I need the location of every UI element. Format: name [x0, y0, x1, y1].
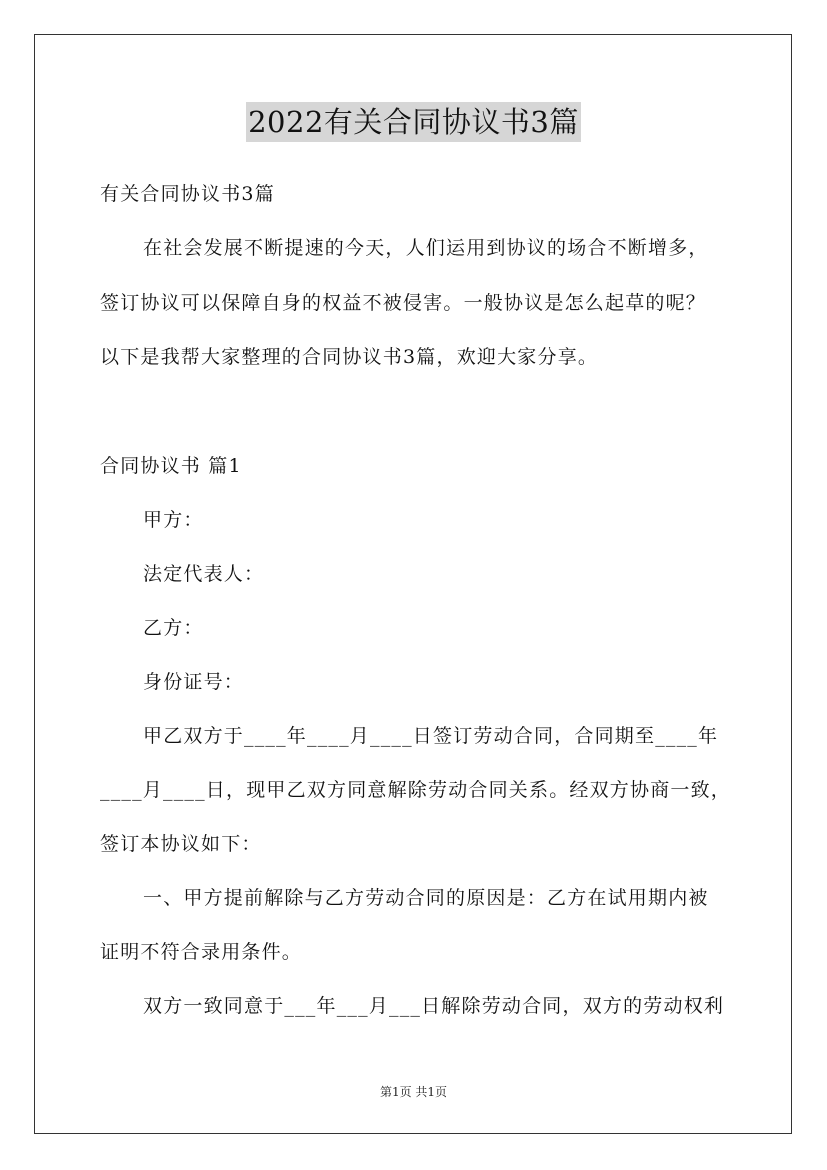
paragraph-line: 签订本协议如下：: [100, 833, 262, 855]
party-a-line: 甲方：: [143, 509, 204, 531]
id-number-line: 身份证号：: [143, 671, 245, 693]
clause-line: 证明不符合录用条件。: [100, 941, 303, 963]
party-b-line: 乙方：: [143, 617, 204, 639]
document-title: 2022有关合同协议书3篇: [246, 102, 581, 142]
paragraph-line: 签订协议可以保障自身的权益不被侵害。一般协议是怎么起草的呢？: [100, 292, 707, 314]
page-footer: 第1页 共1页: [379, 1085, 448, 1099]
title-container: [0, 102, 827, 142]
paragraph-line: ____月____日，现甲乙双方同意解除劳动合同关系。经双方协商一致，: [100, 779, 732, 801]
paragraph-line: 在社会发展不断提速的今天，人们运用到协议的场合不断增多，: [143, 237, 709, 259]
paragraph-line: 甲乙双方于____年____月____日签订劳动合同，合同期至____年: [143, 725, 719, 747]
subtitle-line: 有关合同协议书3篇: [100, 183, 275, 205]
section-heading: 合同协议书 篇1: [100, 455, 242, 477]
clause-line: 一、甲方提前解除与乙方劳动合同的原因是：乙方在试用期内被: [143, 887, 709, 909]
paragraph-line: 以下是我帮大家整理的合同协议书3篇，欢迎大家分享。: [100, 346, 599, 368]
legal-rep-line: 法定代表人：: [143, 563, 265, 585]
paragraph-line: 双方一致同意于___年___月___日解除劳动合同，双方的劳动权利: [143, 995, 725, 1017]
